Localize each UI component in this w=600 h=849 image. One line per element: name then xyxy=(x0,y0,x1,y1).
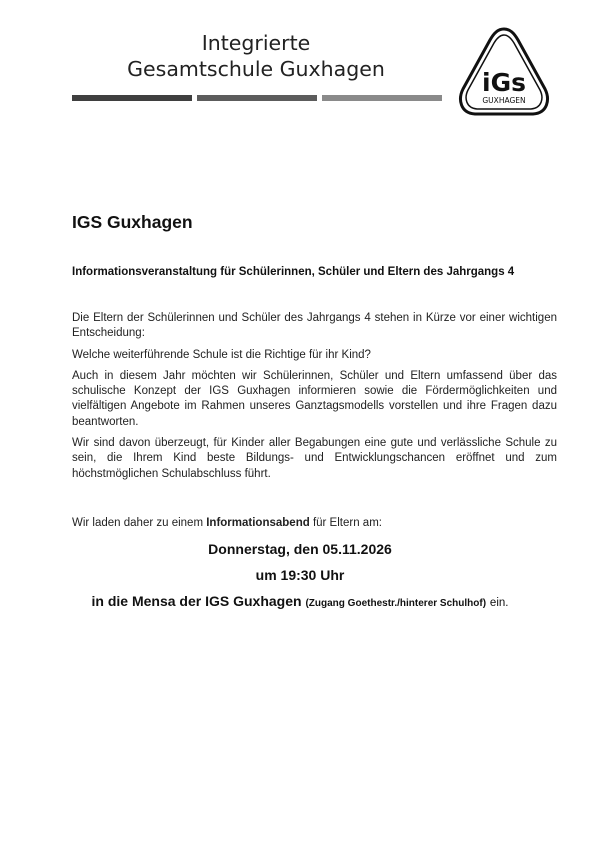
invite-prefix: Wir laden daher zu einem xyxy=(72,517,207,529)
paragraph: Welche weiterführende Schule ist die Richtige für ihr Kind? xyxy=(72,348,371,361)
body-text xyxy=(72,311,557,488)
paragraph: Auch in diesem Jahr möchten wir Schülerinnen, Schüler und Eltern umfassend über das schulische Konzept der IGS Guxhagen informieren sowie die Fördermöglichkeiten und vielfältigen Angebote im Rahmen unseres Ganztagsmodells vorstellen und ihre Fragen dazu beantworten. xyxy=(72,369,557,428)
invite-suffix: für Eltern am: xyxy=(309,517,382,529)
logo-text: iGs xyxy=(482,68,526,97)
paragraph: Die Eltern der Schülerinnen und Schüler des Jahrgangs 4 stehen in Kürze vor einer wichtigen Entscheidung: xyxy=(72,312,557,340)
logo-subtext: GUXHAGEN xyxy=(482,96,526,105)
header-bar-dark xyxy=(72,95,192,101)
document-subheading: Informationsveranstaltung für Schülerinnen, Schüler und Eltern des Jahrgangs 4 xyxy=(72,266,515,278)
school-name xyxy=(100,30,412,82)
event-date: Donnerstag, den 05.11.2026 xyxy=(208,541,392,557)
event-place-suffix: ein. xyxy=(489,597,509,609)
invite-bold: Informationsabend xyxy=(206,517,310,529)
school-name-line-2: Gesamtschule Guxhagen xyxy=(127,57,385,81)
igs-logo-icon xyxy=(457,25,551,119)
event-place-main: in die Mensa der IGS Guxhagen xyxy=(91,593,302,609)
event-place xyxy=(0,593,600,609)
paragraph: Wir sind davon überzeugt, für Kinder aller Begabungen eine gute und verlässliche Schule zu sein, die Ihrem Kind beste Bildungs- und Entwicklungschancen eröffnet und zum höchstmöglichen Schulabschluss führt. xyxy=(72,437,557,480)
document-heading: IGS Guxhagen xyxy=(72,212,193,232)
event-place-note: (Zugang Goethestr./hinterer Schulhof) xyxy=(305,598,487,609)
school-name-line-1: Integrierte xyxy=(201,31,311,55)
invite-line xyxy=(72,517,382,529)
header-bar-medium xyxy=(197,95,317,101)
header-bar-light xyxy=(322,95,442,101)
event-time: um 19:30 Uhr xyxy=(255,567,345,583)
